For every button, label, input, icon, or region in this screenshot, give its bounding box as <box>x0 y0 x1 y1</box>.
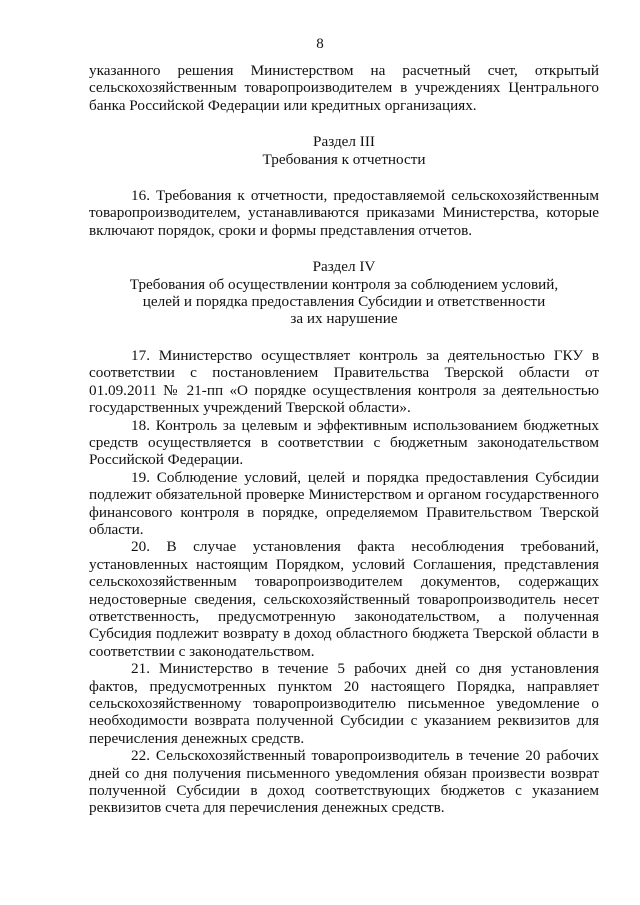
section-4-subtitle-line-2: целей и порядка предоставления Субсидии и ответственности <box>142 293 546 311</box>
section-4-title: Раздел IV <box>312 258 376 276</box>
paragraph-21: 21. Министерство в течение 5 рабочих дней со дня установления фактов, предусмотренных пунктом 20 настоящего Порядка, направляет сельскохозяйственному товаропроизводителю письменное уведомление о необходимости возврата полученной Субсидии с указанием реквизитов для перечисления денежных средств. <box>89 660 599 747</box>
paragraph-20: 20. В случае установления факта несоблюдения требований, установленных настоящим Порядком, условий Соглашения, представления сельскохозяйственным товаропроизводителем документов, содержащих недостоверные сведения, сельскохозяйственный товаропроизводитель несет ответственность, предусмотренную законодательством, а полученная Субсидия подлежит возврату в доход областного бюджета Тверской области в соответствии с законодательством. <box>89 538 599 660</box>
page-number: 8 <box>316 36 324 52</box>
section-4-subtitle-line-1: Требования об осуществлении контроля за соблюдением условий, <box>129 275 559 293</box>
section-4-subtitle-line-3: за их нарушение <box>290 310 398 328</box>
page-content <box>89 62 599 817</box>
paragraph-22: 22. Сельскохозяйственный товаропроизводитель в течение 20 рабочих дней со дня получения письменного уведомления обязан произвести возврат полученной Субсидии в доход соответствующих бюджетов с указанием реквизитов счета для перечисления денежных средств. <box>89 747 599 817</box>
paragraph-17: 17. Министерство осуществляет контроль за деятельностью ГКУ в соответствии с постановлением Правительства Тверской области от 01.09.2011 № 21-пп «О порядке осуществления контроля за деятельностью государственных учреждений Тверской области». <box>89 346 599 417</box>
paragraph-16: 16. Требования к отчетности, предоставляемой сельскохозяйственным товаропроизводителем, устанавливаются приказами Министерства, которые включают порядок, сроки и формы представления отчетов. <box>89 187 599 239</box>
paragraph-18: 18. Контроль за целевым и эффективным использованием бюджетных средств осуществляется в соответствии с бюджетным законодательством Российской Федерации. <box>89 416 599 469</box>
paragraph-19: 19. Соблюдение условий, целей и порядка предоставления Субсидии подлежит обязательной проверке Министерством и органом государственного финансового контроля в порядке, определяемом Правительством Тверской области. <box>89 468 599 538</box>
intro-paragraph: указанного решения Министерством на расчетный счет, открытый сельскохозяйственным товаропроизводителем в учреждениях Центрального банка Российской Федерации или кредитных организациях. <box>89 62 599 114</box>
section-3-subtitle: Требования к отчетности <box>262 150 426 168</box>
section-3-title: Раздел III <box>313 133 375 151</box>
